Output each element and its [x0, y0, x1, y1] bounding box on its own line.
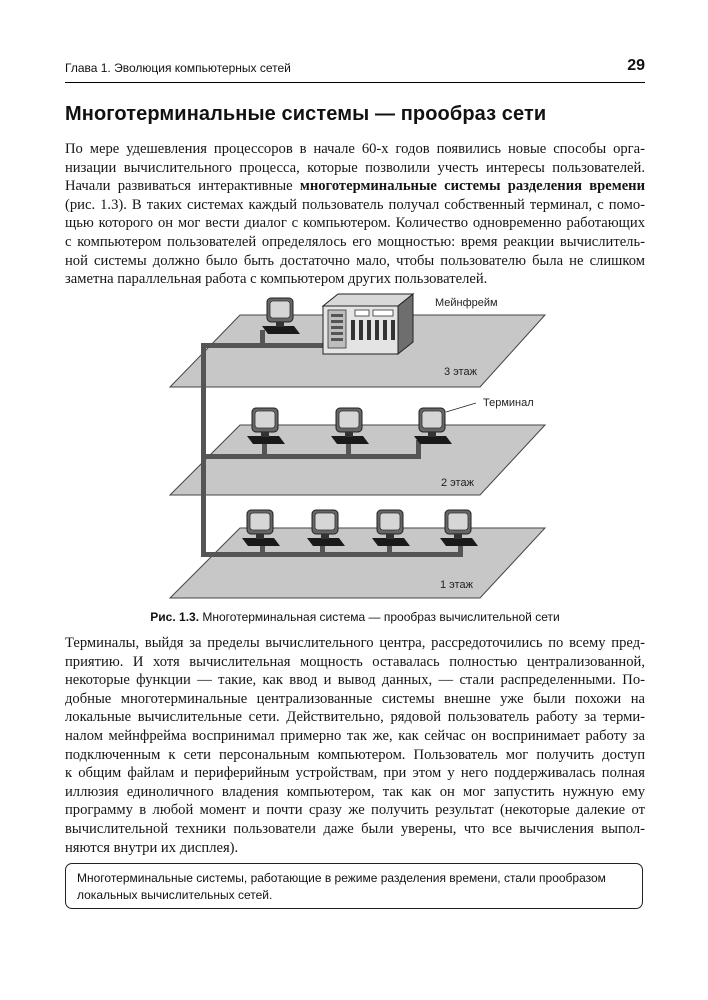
text-line: подключенным к сети персональным компьютером. Пользователь мог получить доступ — [65, 746, 645, 763]
paragraph-2 — [65, 634, 645, 857]
text-line: щью которого он мог вести диалог с компьютером. Количество одновременно работающих — [65, 215, 645, 232]
text-line — [65, 177, 645, 196]
figure-caption-text: Многотерминальная система — прообраз вычислительной сети — [199, 610, 560, 624]
text-line: локальные вычислительные сети. Действительно, рядовой пользователь работу за терми- — [65, 709, 645, 726]
floor-1-plane — [170, 528, 545, 598]
text-line: вычислительной техники пользователи даже были уверены, что все вычисления выпол- — [65, 820, 645, 837]
text-line: приятию. И хотя вычислительная мощность оставалась полностью централизованной, — [65, 653, 645, 670]
chapter-title: Глава 1. Эволюция компьютерных сетей — [65, 61, 291, 75]
text-line: налом мейнфрейма воспринимал примерно так же, как сейчас он воспринимает работу за — [65, 727, 645, 744]
floor-2-plane — [170, 425, 545, 495]
text-line: По мере удешевления процессоров в начале 60-х годов появились новые способы орга- — [65, 141, 645, 157]
text-run: Начали развиваться интерактивные — [65, 178, 300, 195]
text-line: некоторые функции — такие, как ввод и вывод данных, — стали распределенными. По- — [65, 672, 645, 689]
terminal-label: Терминал — [483, 397, 534, 409]
network-diagram — [150, 290, 560, 602]
section-title: Многотерминальные системы — прообраз сети — [65, 103, 547, 125]
riser-cable — [201, 344, 206, 554]
text-line: (рис. 1.3). В таких системах каждый пользователь получал собственный терминал, с помо- — [65, 196, 645, 213]
summary-line: локальных вычислительных сетей. — [77, 888, 273, 902]
text-line: с компьютером пользователей определялось его мощностью: время реакции вычислитель- — [65, 233, 645, 250]
text-line: няются внутри их дисплея). — [65, 839, 239, 856]
text-line: добные многотерминальные централизованные системы внешне уже были похожи на — [65, 690, 645, 707]
floor-3-label: 3 этаж — [444, 366, 477, 378]
text-line: Терминалы, выйдя за пределы вычислительного центра, рассредоточились по всему пред- — [65, 635, 645, 651]
text-line: к общим файлам и периферийным устройствам, при этом у него поддерживалась полная — [65, 765, 645, 782]
key-term: многотерминальные системы разделения времени — [299, 178, 645, 195]
figure-caption — [65, 610, 645, 624]
running-header — [65, 58, 645, 83]
mainframe-label: Мейнфрейм — [435, 297, 498, 309]
text-line: низации вычислительного процесса, которые позволили учесть интересы пользователей. — [65, 159, 645, 176]
text-line: ной системы должно было быть достаточно мало, чтобы пользователю была не слишком — [65, 252, 645, 269]
page-number: 29 — [627, 57, 645, 74]
floor-1-label: 1 этаж — [440, 579, 473, 591]
paragraph-1 — [65, 140, 645, 289]
callout-line — [446, 403, 476, 412]
floor-2-label: 2 этаж — [441, 477, 474, 489]
summary-box — [65, 863, 643, 909]
text-line: иллюзия единоличного владения компьютером, так как он мог запустить нужную ему — [65, 783, 645, 800]
text-line: программу в любой момент и почти сразу же получить результат (некоторые далекие от — [65, 802, 645, 819]
summary-line: Многотерминальные системы, работающие в режиме разделения времени, стали прообразом — [77, 871, 606, 885]
text-line: заметна параллельная работа с компьютером других пользователей. — [65, 271, 488, 288]
figure-multiterminal-system — [150, 290, 560, 602]
mainframe-icon — [323, 294, 413, 354]
figure-caption-label: Рис. 1.3. — [150, 610, 200, 624]
